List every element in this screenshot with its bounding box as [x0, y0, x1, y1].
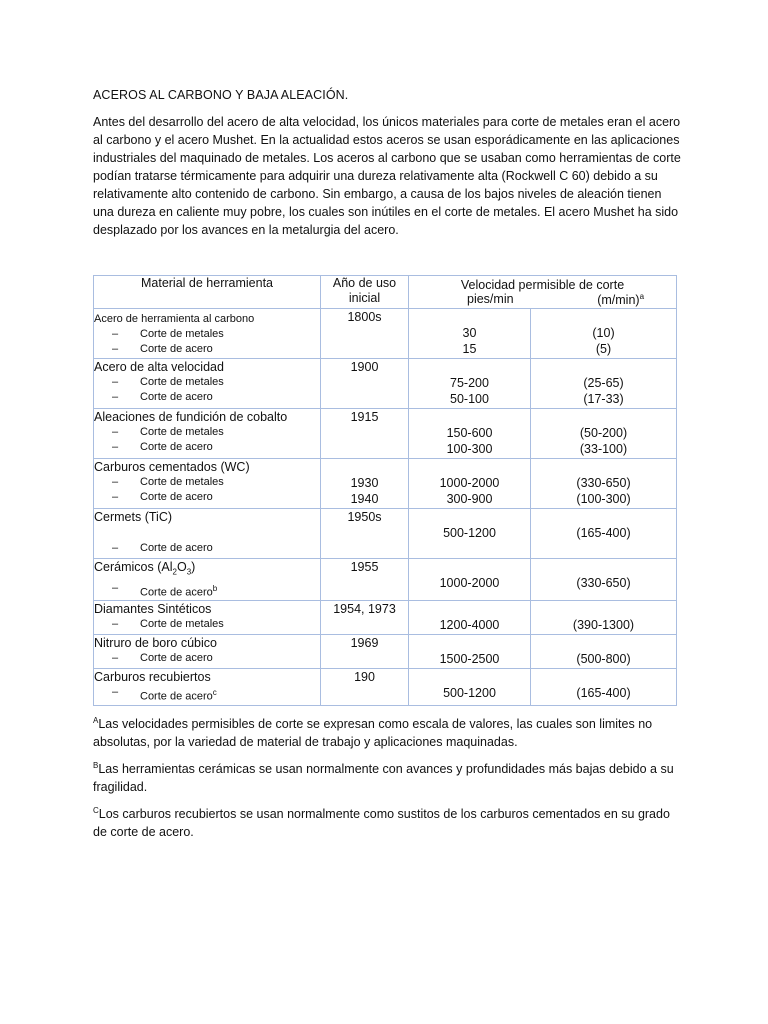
- speed-m-value: (17-33): [583, 392, 624, 406]
- sub-operation: Corte de metales: [140, 376, 224, 388]
- speed-ft-value: 150-600: [446, 426, 493, 440]
- dash: –: [112, 441, 119, 453]
- table-row: [94, 509, 677, 559]
- speed-ft-value: 500-1200: [443, 526, 496, 540]
- material-name: Acero de herramienta al carbono: [94, 313, 255, 325]
- sub-operation: Corte de acero$^b$: [140, 583, 218, 599]
- speed-ft-value: 100-300: [446, 442, 493, 456]
- header-year-line1: Año de uso: [332, 276, 397, 290]
- table-row: [94, 669, 677, 706]
- speed-m-value: (5): [595, 342, 612, 356]
- table-row: [94, 359, 677, 409]
- material-name: Acero de alta velocidad: [94, 360, 224, 374]
- sub-operation: Corte de metales: [140, 476, 224, 488]
- dash: –: [112, 542, 119, 554]
- footnote-c: $^C$Los carburos recubiertos se usan normalmente como sustitos de los carburos cementados en su grado de corte de acero.: [93, 806, 670, 840]
- dash: –: [112, 391, 119, 403]
- speed-m-value: (100-300): [576, 492, 631, 506]
- sub-operation: Corte de acero: [140, 491, 213, 503]
- dash: –: [112, 581, 119, 594]
- dash: –: [112, 328, 119, 340]
- dash: –: [112, 343, 119, 355]
- speed-ft-value: 300-900: [446, 492, 493, 506]
- dash: –: [112, 491, 119, 503]
- header-year: [321, 276, 409, 309]
- sub-operation: Corte de metales: [140, 618, 224, 631]
- header-speed: [409, 276, 677, 309]
- cutting-speed-table: [93, 275, 677, 706]
- speed-m-value: (165-400): [576, 526, 631, 540]
- dash: –: [112, 426, 119, 438]
- material-name: Diamantes Sintéticos: [94, 602, 212, 617]
- speed-ft-value: 1500-2500: [439, 652, 500, 667]
- sub-operation: Corte de acero: [140, 343, 213, 355]
- speed-ft-value: 75-200: [450, 376, 489, 390]
- speed-ft-value: 1000-2000: [439, 576, 500, 590]
- material-name: Aleaciones de fundición de cobalto: [94, 410, 288, 424]
- speed-ft-value: 1200-4000: [439, 618, 500, 633]
- year-value: 1915: [350, 410, 379, 424]
- speed-m-value: (390-1300): [572, 618, 635, 633]
- table-row: [94, 601, 677, 635]
- sub-operation: Corte de acero: [140, 542, 213, 554]
- sub-operation: Corte de metales: [140, 328, 224, 340]
- year-value: 1955: [350, 560, 379, 574]
- year-value: 1950s: [347, 510, 382, 524]
- speed-ft-value: 1000-2000: [439, 476, 500, 490]
- footnote-a: $^A$Las velocidades permisibles de corte se expresan como escala de valores, las cuales son limites no absolutas, por la variedad de material de trabajo y aplicaciones maquinadas.: [93, 716, 653, 750]
- intro-paragraph: Antes del desarrollo del acero de alta velocidad, los únicos materiales para corte de metales eran el acero al carbono y el acero Mushet. En la actualidad estos aceros se usan esporádicamente en las aplicaciones industriales del maquinado de metales. Los aceros al carbono que se usaban como herramientas de corte podían tratarse térmicamente para adquirir una dureza relativamente alta (Rockwell C 60) debido a su relativamente alto contenido de carbono. Sin embargo, a causa de los bajos niveles de aleación tienen una dureza en caliente muy pobre, los cuales son inútiles en el corte de metales. El acero Mushet ha sido desplazado por los avances en la metalurgia del acero.: [93, 115, 681, 237]
- speed-ft-value: 50-100: [450, 392, 489, 406]
- speed-m-value: (330-650): [576, 476, 631, 490]
- speed-m-value: (50-200): [579, 426, 628, 440]
- dash: –: [112, 476, 119, 488]
- speed-m-value: (330-650): [576, 576, 631, 590]
- sub-operation: Corte de acero$^c$: [140, 688, 217, 703]
- dash: –: [112, 686, 119, 699]
- table-row: [94, 309, 677, 359]
- dash: –: [112, 376, 119, 388]
- dash: –: [112, 652, 119, 665]
- year-value: 1940: [350, 492, 379, 506]
- speed-m-value: (25-65): [583, 376, 624, 390]
- table-header-row: [94, 276, 677, 309]
- material-name: Cerámicos $(Al_2O_3)$: [94, 560, 196, 577]
- sub-operation: Corte de acero: [140, 391, 213, 403]
- year-value: 190: [354, 670, 375, 685]
- speed-m-value: (33-100): [579, 442, 628, 456]
- material-name: Nitruro de boro cúbico: [94, 636, 217, 651]
- year-value: 1800s: [347, 310, 382, 324]
- speed-m-value: (500-800): [576, 652, 631, 667]
- header-year-line2: inicial: [348, 291, 381, 305]
- speed-ft-value: 500-1200: [443, 686, 496, 701]
- header-speed-title: Velocidad permisible de corte: [460, 278, 625, 292]
- table-row: [94, 459, 677, 509]
- year-value: 1930: [350, 476, 379, 490]
- footnote-b: $^B$Las herramientas cerámicas se usan normalmente con avances y profundidades más bajas debido a su fragilidad.: [93, 761, 674, 795]
- header-unit-m: $(m/\min)^a$: [597, 292, 645, 308]
- material-name: Carburos recubiertos: [94, 670, 211, 685]
- year-value: 1954, 1973: [333, 602, 396, 617]
- table-row: [94, 635, 677, 669]
- header-tool-material: Material de herramienta: [94, 276, 321, 309]
- material-name: Cermets (TiC): [94, 510, 173, 524]
- speed-m-value: (10): [592, 326, 615, 340]
- sub-operation: Corte de acero: [140, 652, 213, 665]
- table-row: [94, 559, 677, 601]
- material-name: Carburos cementados (WC): [94, 460, 250, 474]
- year-value: 1969: [350, 636, 379, 651]
- dash: –: [112, 618, 119, 631]
- year-value: 1900: [350, 360, 379, 374]
- table-row: [94, 409, 677, 459]
- header-unit-ft: pies/min: [467, 292, 514, 306]
- sub-operation: Corte de metales: [140, 426, 224, 438]
- sub-operation: Corte de acero: [140, 441, 213, 453]
- speed-ft-value: 15: [462, 342, 477, 356]
- speed-m-value: (165-400): [576, 686, 631, 701]
- section-title: ACEROS AL CARBONO Y BAJA ALEACIÓN.: [93, 88, 349, 102]
- speed-ft-value: 30: [462, 326, 477, 340]
